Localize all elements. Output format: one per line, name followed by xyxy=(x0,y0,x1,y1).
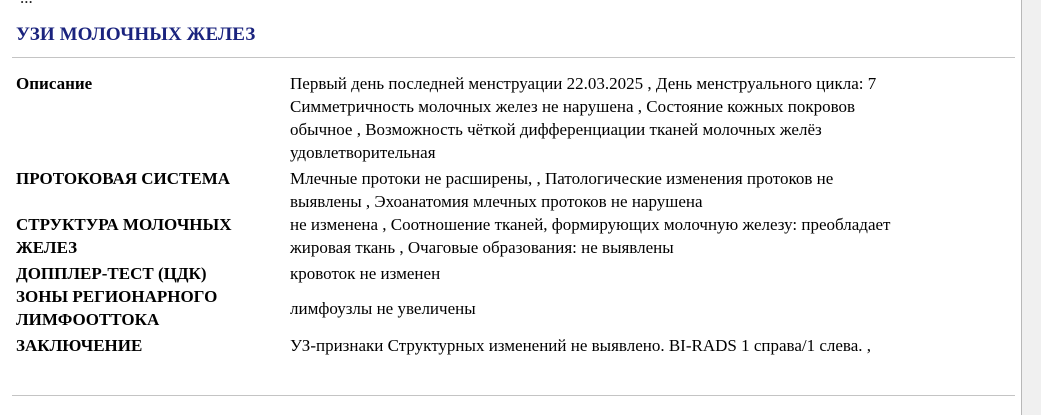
row-label-text: ПРОТОКОВАЯ СИСТЕМА xyxy=(16,169,231,188)
row-label-text: Описание xyxy=(16,74,93,93)
value-line: не изменена , Соотношение тканей, формирующих молочную железу: преобладает xyxy=(290,215,891,234)
cut-off-header-text xyxy=(20,0,33,8)
row-label-text: ЗАКЛЮЧЕНИЕ xyxy=(16,336,143,355)
value-line: выявлены , Эхоанатомия млечных протоков не нарушена xyxy=(290,192,703,211)
bottom-divider xyxy=(12,395,1015,396)
section-title: УЗИ МОЛОЧНЫХ ЖЕЛЕЗ xyxy=(16,24,256,45)
row-value xyxy=(288,164,1009,213)
row-value xyxy=(288,213,1009,259)
row-label-text: ДОППЛЕР-ТЕСТ (ЦДК) xyxy=(16,264,207,283)
row-label-line: ЛИМФООТТОКА xyxy=(16,310,160,329)
row-label xyxy=(14,213,288,259)
value-line: УЗ-признаки Структурных изменений не выявлено. BI-RADS 1 справа/1 слева. , xyxy=(290,336,872,355)
row-value xyxy=(288,285,1009,331)
row-label-line: СТРУКТУРА МОЛОЧНЫХ xyxy=(16,215,232,234)
value-line: Млечные протоки не расширены, , Патологические изменения протоков не xyxy=(290,169,834,188)
value-line: лимфоузлы не увеличены xyxy=(290,298,476,318)
value-line: Симметричность молочных желез не нарушена , Состояние кожных покровов xyxy=(290,97,856,116)
value-line: обычное , Возможность чёткой дифференциации тканей молочных желёз xyxy=(290,120,822,139)
row-label xyxy=(14,285,288,331)
row-label xyxy=(14,331,288,357)
report-row-conclusion xyxy=(14,331,1009,357)
row-value xyxy=(288,259,1009,285)
row-label xyxy=(14,72,288,164)
row-label xyxy=(14,259,288,285)
report-table xyxy=(14,72,1009,357)
report-row-duct-system xyxy=(14,164,1009,213)
report-row-description xyxy=(14,72,1009,164)
value-line: удовлетворительная xyxy=(290,143,436,162)
row-label-line: ЖЕЛЕЗ xyxy=(16,238,78,257)
value-line: жировая ткань , Очаговые образования: не выявлены xyxy=(290,238,674,257)
top-divider xyxy=(12,57,1015,58)
row-value xyxy=(288,331,1009,357)
row-value xyxy=(288,72,1009,164)
row-label-line: ЗОНЫ РЕГИОНАРНОГО xyxy=(16,287,218,306)
report-row-lymph-zones xyxy=(14,285,1009,331)
value-line: кровоток не изменен xyxy=(290,264,441,283)
value-line: Первый день последней менструации 22.03.2025 , День менструального цикла: 7 xyxy=(290,74,877,93)
report-row-doppler xyxy=(14,259,1009,285)
row-label xyxy=(14,164,288,213)
report-row-gland-structure xyxy=(14,213,1009,259)
